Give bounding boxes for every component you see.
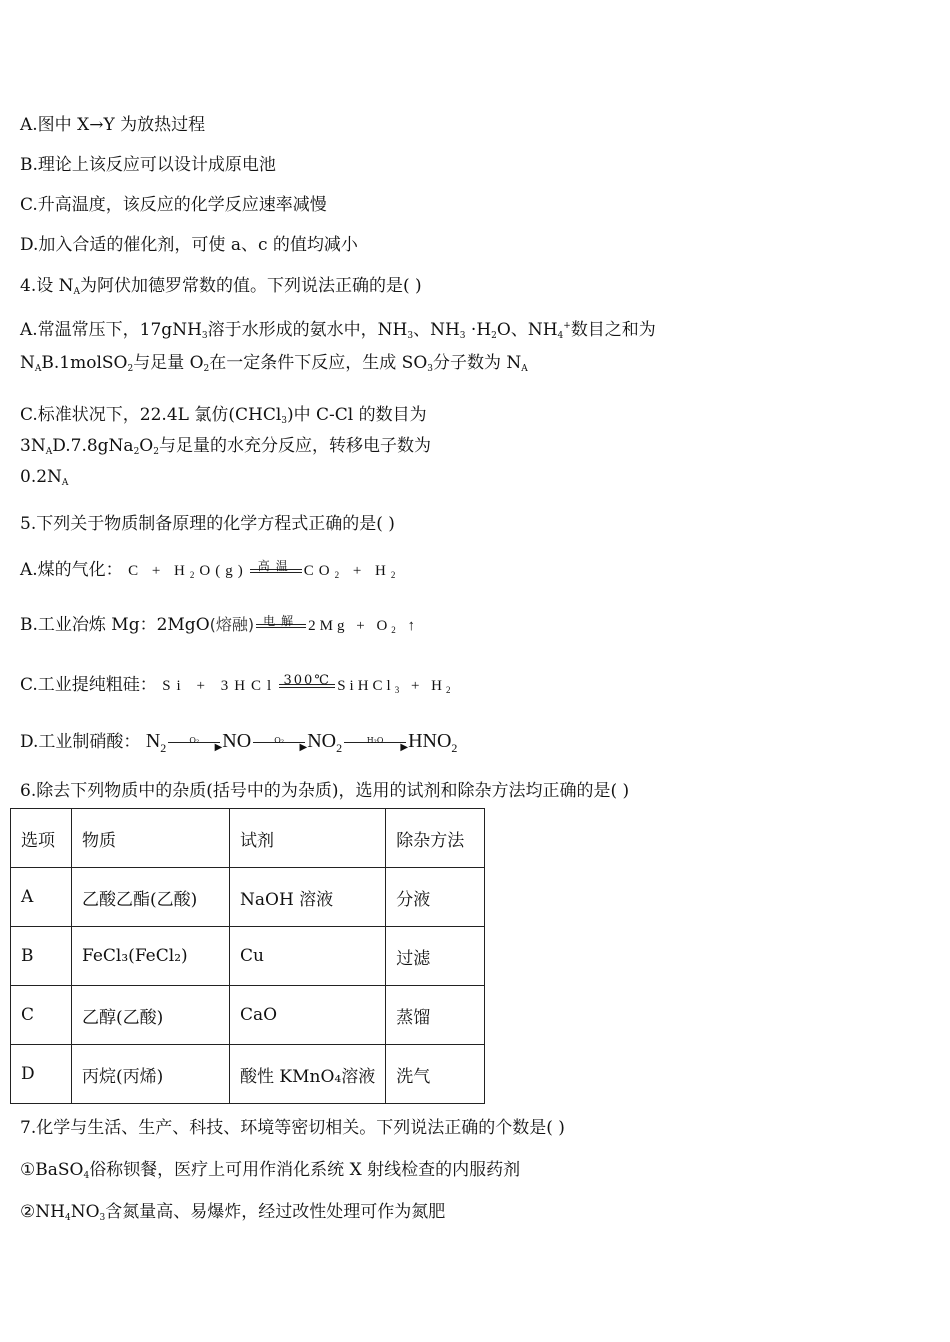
condition-arrow: 高温: [250, 569, 302, 573]
table-row: [11, 868, 485, 927]
table-cell: NaOH 溶液: [230, 868, 386, 927]
table-cell: D: [11, 1045, 72, 1104]
table-row: [11, 986, 485, 1045]
q6-stem: 6.除去下列物质中的杂质(括号中的为杂质)，选用的试剂和除杂方法均正确的是( ): [20, 781, 630, 801]
right-arrow-icon: →: [89, 115, 104, 135]
condition-arrow: 电解: [256, 624, 306, 628]
table-header-cell: 除杂方法: [386, 809, 485, 868]
table-cell: 丙烷(丙烯): [72, 1045, 230, 1104]
q5-option-d: D.工业制硝酸： $N_2$ O₂ ▶ NO O₂ ▶ $NO_2$ H₂O ▶ $HNO_2$: [20, 730, 458, 755]
table-cell: 过滤: [386, 927, 485, 986]
table-cell: 乙酸乙酯(乙酸): [72, 868, 230, 927]
q7-item-2: $②NH_4NO_3$含氮量高、易爆炸，经过改性处理可作为氮肥: [20, 1202, 446, 1223]
table-cell: C: [11, 986, 72, 1045]
q4-stem: 4.设 $N_A$为阿伏加德罗常数的值。下列说法正确的是( ): [20, 276, 422, 297]
q4-option-a: A.常温常压下，17gNH$_3$溶于水形成的氨水中，$NH_3$、$NH_3 \cdot H_2O$、$NH_4^+$数目之和为: [20, 320, 656, 341]
table-cell: 洗气: [386, 1045, 485, 1104]
reaction-arrow: O₂ ▶: [168, 742, 220, 743]
table-cell: 乙醇(乙酸): [72, 986, 230, 1045]
condition-arrow: 300℃: [279, 684, 335, 688]
q7-item-1: ①BaSO$_4$俗称钡餐，医疗上可用作消化系统 X 射线检查的内服药剂: [20, 1160, 521, 1181]
table-cell: Cu: [230, 927, 386, 986]
table-cell: 分液: [386, 868, 485, 927]
table-header-cell: 试剂: [230, 809, 386, 868]
q3-option-d: D.加入合适的催化剂，可使 a、c 的值均减小: [20, 235, 358, 255]
up-arrow-icon: ↑: [407, 618, 420, 634]
table-row: [11, 1045, 485, 1104]
table-cell: B: [11, 927, 72, 986]
q5-option-c: C.工业提纯粗硅： Si + 3HCl 300℃ SiHCl$_3$ + $H_2$: [20, 672, 455, 695]
table-cell: 酸性 KMnO₄溶液: [230, 1045, 386, 1104]
q5-stem: 5.下列关于物质制备原理的化学方程式正确的是( ): [20, 514, 395, 534]
q3-option-a: A.图中 X→Y 为放热过程: [20, 115, 206, 135]
table-cell: A: [11, 868, 72, 927]
table-cell: CaO: [230, 986, 386, 1045]
q5-option-b: B.工业冶炼 Mg：2MgO(熔融) 电解 $2Mg + O_2$ ↑: [20, 613, 420, 635]
table-header-cell: 选项: [11, 809, 72, 868]
q3-option-b: B.理论上该反应可以设计成原电池: [20, 155, 276, 175]
q4-option-d: $3N_AD.7.8gNa_2O_2$与足量的水充分反应，转移电子数为: [20, 436, 431, 457]
q4-option-b: $N_AB.1molSO_2$与足量 $O_2$在一定条件下反应，生成 $SO_3$分子数为 $N_A$: [20, 353, 528, 374]
table-cell: FeCl₃(FeCl₂): [72, 927, 230, 986]
q4-option-c: C.标准状况下，22.4L 氯仿(CHCl$_3$)中 C-Cl 的数目为: [20, 405, 427, 426]
table-row: [11, 927, 485, 986]
reaction-arrow: O₂ ▶: [253, 742, 305, 743]
q6-table: [10, 808, 485, 1104]
q5-option-a: A.煤的气化： $C + H_2O(g)$ 高温 $CO_2 + H_2$: [20, 558, 401, 580]
table-cell: 蒸馏: [386, 986, 485, 1045]
q7-stem: 7.化学与生活、生产、科技、环境等密切相关。下列说法正确的个数是( ): [20, 1118, 565, 1138]
reaction-arrow: H₂O ▶: [344, 742, 406, 743]
q4-option-d-cont: $0.2N_A$: [20, 467, 69, 488]
table-header-row: [11, 809, 485, 868]
table-header-cell: 物质: [72, 809, 230, 868]
q3-option-c: C.升高温度，该反应的化学反应速率减慢: [20, 195, 327, 215]
